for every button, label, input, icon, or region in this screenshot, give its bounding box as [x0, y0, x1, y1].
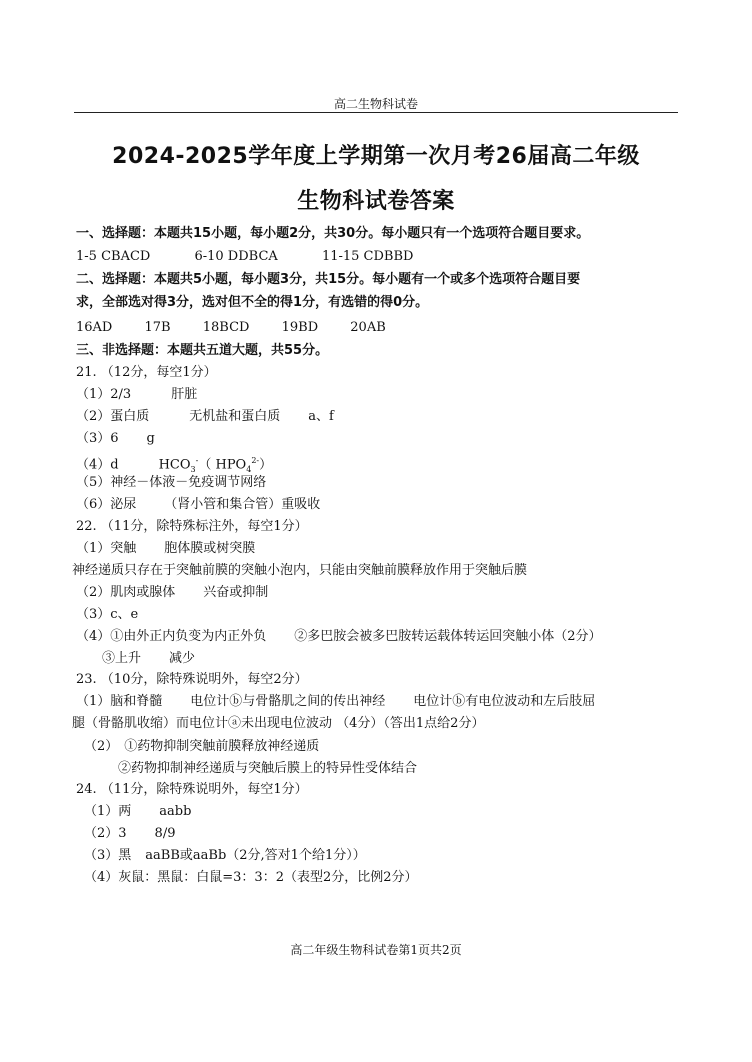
answer-text: 胞体膜或树突膜 [164, 541, 256, 556]
answer-text: （2） [84, 739, 119, 754]
q21-answer-6 [76, 497, 320, 513]
answer-text: （2）肌肉或腺体 [76, 585, 176, 600]
answer-text: 减少 [169, 651, 196, 666]
page-title: 2024-2025学年度上学期第一次月考26届高二年级 [112, 144, 640, 169]
q23-answer-2-continued: ②药物抑制神经递质与突触后膜上的特异性受体结合 [118, 761, 418, 776]
page-header: 高二生物科试卷 [333, 97, 418, 111]
answer-text: （1）2/3 [76, 387, 132, 402]
q21-heading: 21. （12分，每空1分） [76, 365, 217, 380]
q22-answer-1-continued: 神经递质只存在于突触前膜的突触小泡内，只能由突触前膜释放作用于突触后膜 [72, 563, 528, 578]
q22-heading: 22. （11分，除特殊标注外，每空1分） [76, 519, 308, 534]
subscript: 3 [190, 464, 196, 474]
q24-answer-1 [84, 804, 191, 820]
answer-text: 兴奋或抑制 [203, 585, 269, 600]
answer-text: （6）泌尿 [76, 497, 137, 512]
answer-group: 19BD [281, 320, 319, 335]
answer-text: （ HPO [198, 457, 247, 473]
q21-answer-1 [76, 387, 197, 403]
subscript: 4 [246, 464, 252, 474]
answer-text: ①药物抑制突触前膜释放神经递质 [124, 739, 320, 754]
q24-answer-4: （4）灰鼠：黑鼠：白鼠=3：3：2（表型2分，比例2分） [84, 870, 418, 885]
q23-heading: 23. （10分，除特殊说明外，每空2分） [76, 672, 308, 687]
answer-text: aabb [159, 804, 192, 819]
answer-text: a、f [308, 409, 334, 424]
answer-group: 6-10 DDBCA [194, 249, 278, 264]
answer-text: （2）3 [84, 826, 127, 841]
answer-text: （1）突触 [76, 541, 137, 556]
q23-answer-2 [84, 739, 319, 755]
q21-answer-2 [76, 409, 334, 425]
q22-answer-1 [76, 541, 255, 557]
q23-answer-1 [76, 694, 595, 710]
answer-text: ） [259, 457, 273, 473]
answer-text: 无机盐和蛋白质 [189, 409, 281, 424]
answer-text: ③上升 [102, 651, 142, 666]
answer-text: （肾小管和集合管）重吸收 [164, 497, 321, 512]
answer-group: 18BCD [202, 320, 250, 335]
header-rule [74, 112, 678, 113]
answer-text: 电位计ⓑ与骨骼肌之间的传出神经 [190, 694, 386, 709]
answer-group: 16AD [76, 320, 113, 335]
superscript: 2- [251, 456, 260, 465]
section3-heading: 三、非选择题：本题共五道大题，共55分。 [76, 343, 329, 358]
q24-answer-2 [84, 826, 175, 842]
q24-heading: 24. （11分，除特殊说明外，每空1分） [76, 782, 308, 797]
q21-answer-3 [76, 431, 155, 447]
answer-text: （4）d [76, 457, 119, 473]
section1-answers [76, 249, 413, 265]
superscript: - [195, 456, 199, 465]
q21-answer-5: （5）神经－体液－免疫调节网络 [76, 475, 267, 490]
q22-answer-2 [76, 585, 268, 601]
answer-group: 11-15 CDBBD [321, 249, 414, 264]
q22-answer-4-continued [102, 651, 195, 667]
section2-answers [76, 320, 386, 336]
section2-heading-line2: 求，全部选对得3分，选对但不全的得1分，有选错的得0分。 [76, 295, 429, 310]
answer-text: 8/9 [154, 826, 176, 841]
page-footer: 高二年级生物科试卷第1页共2页 [290, 943, 462, 957]
q22-answer-4 [76, 629, 602, 645]
answer-text: g [146, 431, 155, 446]
answer-text: 电位计ⓑ有电位波动和左后肢屈 [413, 694, 596, 709]
answer-group: 20AB [350, 320, 386, 335]
answer-text: （2）蛋白质 [76, 409, 150, 424]
answer-text: （3）黑 [84, 848, 132, 863]
answer-group: 1-5 CBACD [76, 249, 151, 264]
answer-text: （1）两 [84, 804, 132, 819]
answer-text: （4）①由外正内负变为内正外负 [76, 629, 267, 644]
q24-answer-3 [84, 848, 366, 864]
section2-heading-line1: 二、选择题：本题共5小题，每小题3分，共15分。每小题有一个或多个选项符合题目要 [76, 272, 581, 287]
section1-heading: 一、选择题：本题共15小题，每小题2分，共30分。每小题只有一个选项符合题目要求。 [76, 226, 590, 241]
answer-text: aaBB或aaBb（2分,答对1个给1分）） [145, 848, 366, 863]
q23-answer-1-continued: 腿（骨骼肌收缩）而电位计ⓐ未出现电位波动 （4分）（答出1点给2分） [72, 716, 485, 731]
answer-text: 肝脏 [171, 387, 198, 402]
q22-answer-3: （3）c、e [76, 607, 139, 622]
page-subtitle: 生物科试卷答案 [297, 189, 455, 214]
answer-text: （3）6 [76, 431, 119, 446]
answer-group: 17B [144, 320, 171, 335]
answer-text: ②多巴胺会被多巴胺转运载体转运回突触小体（2分） [294, 629, 602, 644]
answer-text: （1）脑和脊髓 [76, 694, 163, 709]
answer-text: HCO [158, 457, 191, 473]
